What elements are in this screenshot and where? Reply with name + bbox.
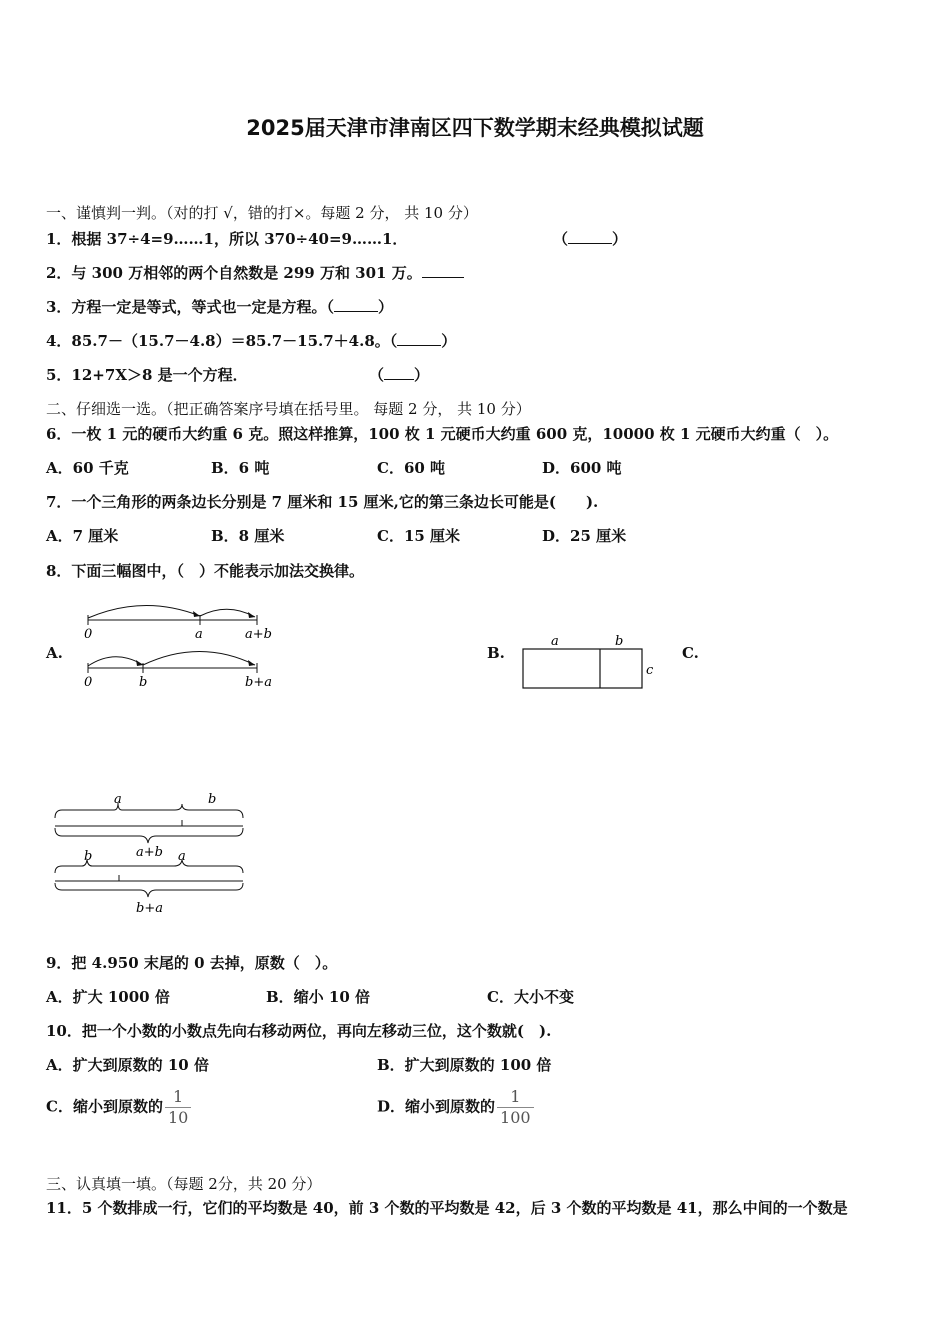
q7-option-b[interactable]: B．8 厘米	[211, 527, 285, 545]
section2-heading: 二、仔细选一选。（把正确答案序号填在括号里。 每题 2 分， 共 10 分）	[46, 400, 531, 418]
answer-blank[interactable]	[384, 365, 414, 380]
answer-blank[interactable]	[568, 229, 612, 244]
label-zero-top: 0	[84, 627, 93, 642]
label-b-plus-a: b+a	[136, 901, 163, 916]
q10-option-a[interactable]: A．扩大到原数的 10 倍	[46, 1056, 209, 1074]
fraction-one-tenth: $\frac{1}{10}$	[165, 1087, 191, 1128]
question-7: 7．一个三角形的两条边长分别是 7 厘米和 15 厘米,它的第三条边长可能是( ).	[46, 493, 599, 511]
section1-heading: 一、谨慎判一判。（对的打 √，错的打×。每题 2 分， 共 10 分）	[46, 204, 478, 222]
question-11: 11．5 个数排成一行，它们的平均数是 40，前 3 个数的平均数是 42，后 3 个数的平均数是 41，那么中间的一个数是	[46, 1199, 848, 1217]
q8-diagram-a-number-lines	[80, 596, 280, 692]
q7-option-a[interactable]: A．7 厘米	[46, 527, 119, 545]
label-a-plus-b: a+b	[136, 845, 163, 860]
question-2: 2．与 300 万相邻的两个自然数是 299 万和 301 万。	[46, 262, 464, 283]
question-1-answer[interactable]: （ ）	[553, 230, 628, 248]
label-b: b	[615, 634, 624, 649]
question-6: 6．一枚 1 元的硬币大约重 6 克。照这样推算，100 枚 1 元硬币大约重 600 克，10000 枚 1 元硬币大约重（ ）。	[46, 425, 839, 443]
label-zero-bottom: 0	[84, 675, 93, 690]
question-9: 9．把 4.950 末尾的 0 去掉，原数（ ）。	[46, 954, 338, 972]
label-b-bottom: b	[84, 849, 93, 864]
label-b-bottom: b	[139, 675, 148, 690]
answer-blank[interactable]	[422, 263, 464, 278]
q7-option-c[interactable]: C．15 厘米	[377, 527, 461, 545]
label-c: c	[646, 663, 654, 678]
question-5-answer[interactable]: （ ）	[369, 366, 430, 384]
label-b-plus-a: b+a	[245, 675, 272, 690]
q6-option-b[interactable]: B．6 吨	[211, 459, 270, 477]
label-a-bottom: a	[178, 849, 186, 864]
q10-option-b[interactable]: B．扩大到原数的 100 倍	[377, 1056, 552, 1074]
q8-option-c-label[interactable]: C.	[682, 644, 699, 662]
label-a: a	[551, 634, 559, 649]
label-a-plus-b: a+b	[245, 627, 272, 642]
q9-option-c[interactable]: C．大小不变	[487, 988, 574, 1006]
q8-option-b-label[interactable]: B.	[487, 644, 505, 662]
q7-option-d[interactable]: D．25 厘米	[542, 527, 627, 545]
question-5: 5．12+7X＞8 是一个方程．	[46, 366, 248, 384]
label-a-top: a	[114, 792, 122, 807]
q6-option-c[interactable]: C．60 吨	[377, 459, 446, 477]
q6-option-d[interactable]: D．600 吨	[542, 459, 622, 477]
question-10: 10．把一个小数的小数点先向右移动两位，再向左移动三位，这个数就( ).	[46, 1022, 552, 1040]
label-a-top: a	[195, 627, 203, 642]
q10-option-c[interactable]: C．缩小到原数的 $\frac{1}{10}$	[46, 1087, 191, 1128]
question-3: 3．方程一定是等式，等式也一定是方程。（ ）	[46, 298, 393, 316]
q8-diagram-b-rectangle	[515, 628, 665, 694]
question-1-text: 1．根据 37÷4=9……1，所以 370÷40=9……1．	[46, 230, 408, 248]
question-1	[46, 228, 407, 249]
question-4: 4．85.7－（15.7－4.8）＝85.7－15.7＋4.8。（ ）	[46, 332, 457, 350]
answer-blank[interactable]	[397, 331, 441, 346]
label-b-top: b	[208, 792, 217, 807]
q9-option-b[interactable]: B．缩小 10 倍	[266, 988, 370, 1006]
page-title: 2025届天津市津南区四下数学期末经典模拟试题	[246, 116, 704, 140]
answer-blank[interactable]	[334, 297, 378, 312]
q6-option-a[interactable]: A．60 千克	[46, 459, 129, 477]
section3-heading: 三、认真填一填。（每题 2分，共 20 分）	[46, 1175, 322, 1193]
fraction-one-hundredth: $\frac{1}{100}$	[497, 1087, 534, 1128]
q8-diagram-c-segments	[48, 788, 253, 920]
q10-option-d[interactable]: D．缩小到原数的 $\frac{1}{100}$	[377, 1087, 534, 1128]
question-8: 8．下面三幅图中，（ ）不能表示加法交换律。	[46, 562, 364, 580]
q9-option-a[interactable]: A．扩大 1000 倍	[46, 988, 170, 1006]
q8-option-a-label[interactable]: A.	[46, 644, 63, 662]
